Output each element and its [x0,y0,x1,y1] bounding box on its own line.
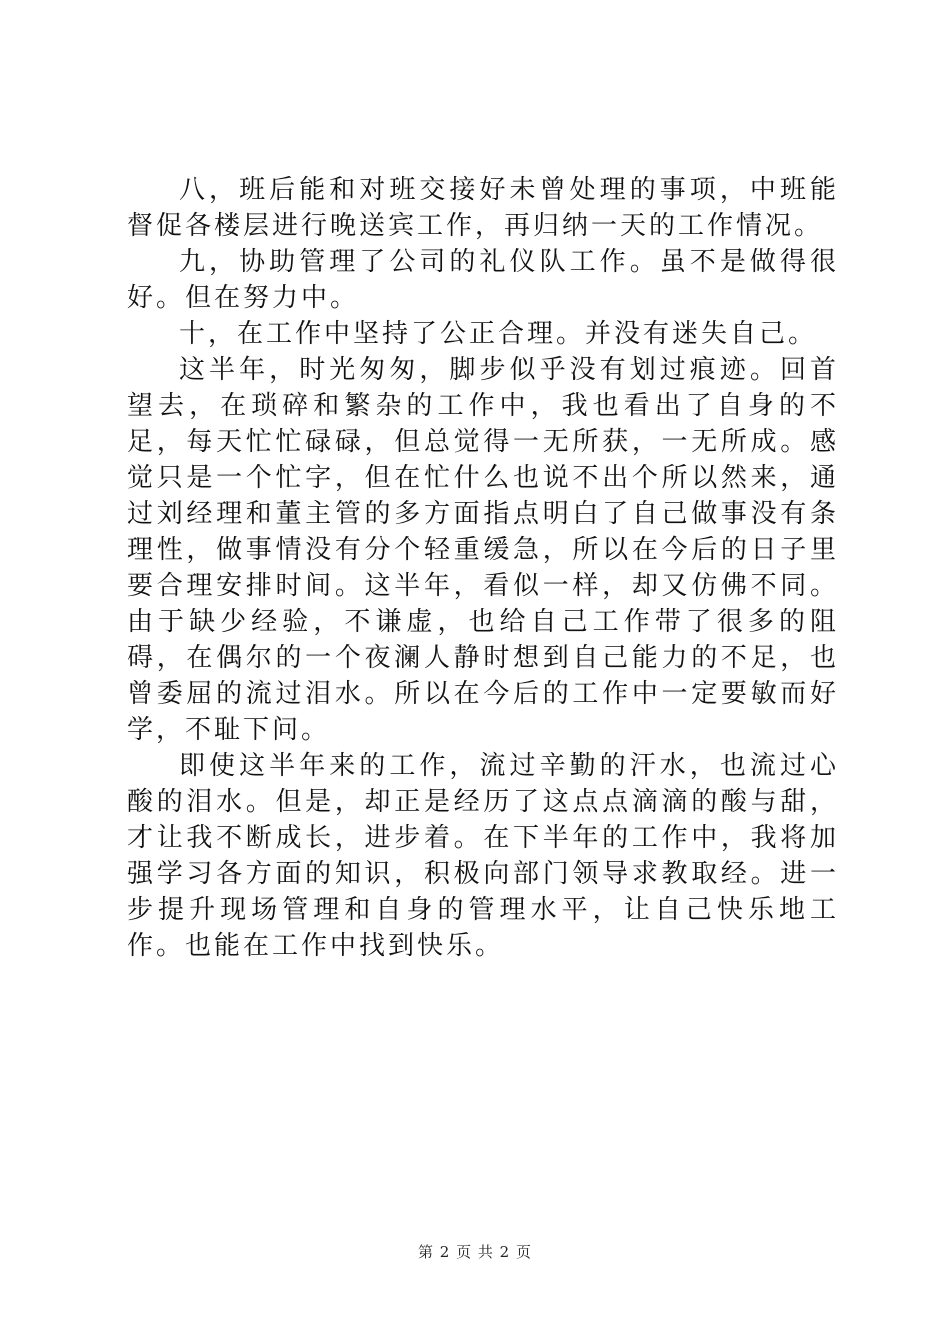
paragraph-conclusion: 即使这半年来的工作，流过辛勤的汗水，也流过心酸的泪水。但是，却正是经历了这点点滴滴的酸与甜，才让我不断成长，进步着。在下半年的工作中，我将加强学习各方面的知识，积极向部门领导求教取经。进一步提升现场管理和自身的管理水平，让自己快乐地工作。也能在工作中找到快乐。 [127,751,839,961]
page-number-footer: 第 2 页 共 2 页 [418,1243,532,1261]
paragraph-item-8: 八，班后能和对班交接好未曾处理的事项，中班能督促各楼层进行晚送宾工作，再归纳一天的工作情况。 [127,175,839,241]
paragraph-item-9: 九，协助管理了公司的礼仪队工作。虽不是做得很好。但在努力中。 [127,247,839,313]
document-body [127,172,839,964]
paragraph-item-10: 十，在工作中坚持了公正合理。并没有迷失自己。 [179,319,818,349]
paragraph-half-year-review: 这半年，时光匆匆，脚步似乎没有划过痕迹。回首望去，在琐碎和繁杂的工作中，我也看出了自身的不足，每天忙忙碌碌，但总觉得一无所获，一无所成。感觉只是一个忙字，但在忙什么也说不出个所以然来，通过刘经理和董主管的多方面指点明白了自己做事没有条理性，做事情没有分个轻重缓急，所以在今后的日子里要合理安排时间。这半年，看似一样，却又仿佛不同。由于缺少经验，不谦虚，也给自己工作带了很多的阻碍，在偶尔的一个夜澜人静时想到自己能力的不足，也曾委屈的流过泪水。所以在今后的工作中一定要敏而好学，不耻下问。 [127,355,839,745]
